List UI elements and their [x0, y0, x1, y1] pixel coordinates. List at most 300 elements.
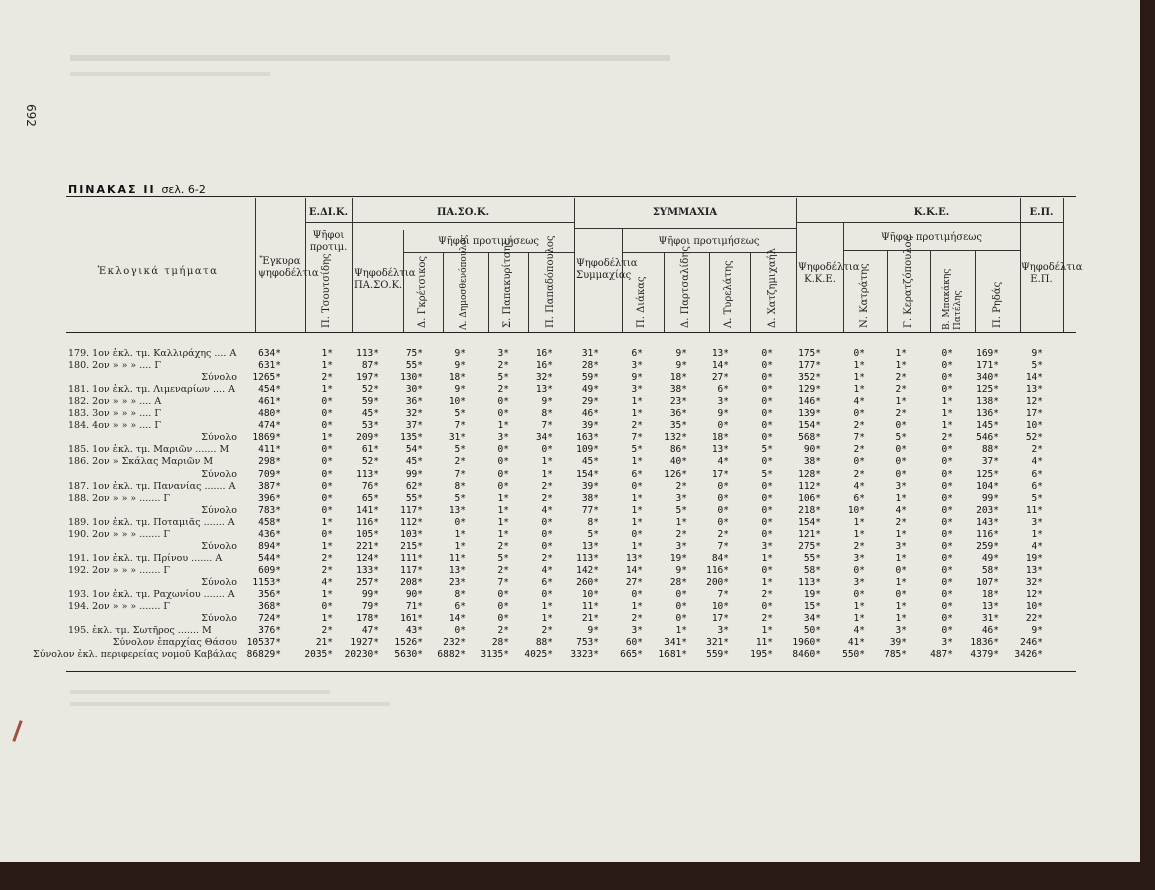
- table-cell: 88*: [535, 637, 553, 649]
- col-sep: [488, 252, 489, 332]
- header-edik-candidate: Π. Τσουτσίδης: [321, 253, 332, 328]
- header-ep-ballots: Ψηφοδέλτια Ε.Π.: [1021, 262, 1083, 285]
- header-kke-ballots: Ψηφοδέλτια Κ.Κ.Ε.: [798, 262, 860, 285]
- header-sym-candidate-3: Λ. Τυρελάτης: [723, 260, 734, 328]
- table-cell: 1*: [853, 516, 865, 528]
- table-cell: 130*: [400, 372, 423, 384]
- table-cell: 1*: [941, 408, 953, 420]
- table-cell: 99*: [405, 468, 423, 480]
- table-cell: 11*: [755, 637, 773, 649]
- table-cell: 138*: [976, 396, 999, 408]
- table-cell: 76*: [361, 480, 379, 492]
- table-cell: 133*: [356, 564, 379, 576]
- table-cell: 22*: [1025, 613, 1043, 625]
- table-cell: 1*: [631, 504, 643, 516]
- table-cell: 88*: [981, 444, 999, 456]
- col-sep: [528, 252, 529, 332]
- table-cell: 117*: [400, 504, 423, 516]
- table-cell: 3*: [497, 348, 509, 359]
- table-cell: 341*: [664, 637, 687, 649]
- table-cell: 4*: [895, 504, 907, 516]
- table-cell: 2*: [717, 528, 729, 540]
- table-cell: 0*: [761, 348, 773, 359]
- table-cell: 139*: [798, 408, 821, 420]
- table-cell: 142*: [576, 564, 599, 576]
- table-cell: 4*: [853, 625, 865, 637]
- table-cell: 1*: [895, 613, 907, 625]
- table-cell: 45*: [361, 408, 379, 420]
- table-cell: 5630*: [394, 649, 423, 661]
- table-cell: 0*: [761, 516, 773, 528]
- table-cell: 2*: [321, 552, 333, 564]
- table-cell: 0*: [541, 540, 553, 552]
- table-cell: 1*: [675, 625, 687, 637]
- table-cell: 109*: [576, 444, 599, 456]
- table-cell: 0*: [941, 504, 953, 516]
- table-cell: 6*: [541, 576, 553, 588]
- table-cell: 2*: [631, 613, 643, 625]
- table-cell: 609*: [258, 564, 281, 576]
- table-cell: 0*: [853, 589, 865, 600]
- table-cell: 1*: [941, 396, 953, 408]
- table-cell: 559*: [706, 649, 729, 661]
- table-cell: 5*: [761, 468, 773, 480]
- table-cell: 894*: [258, 540, 281, 552]
- table-cell: 1*: [321, 613, 333, 625]
- table-cell: 58*: [981, 564, 999, 576]
- table-cell: 19*: [803, 589, 821, 600]
- table-cell: 1265*: [252, 372, 281, 384]
- table-cell: 11*: [448, 552, 466, 564]
- table-cell: 5*: [1031, 492, 1043, 504]
- table-cell: 340*: [976, 372, 999, 384]
- table-cell: 38*: [669, 384, 687, 396]
- table-cell: 0*: [717, 492, 729, 504]
- table-cell: 21*: [581, 613, 599, 625]
- table-cell: 8460*: [792, 649, 821, 661]
- table-cell: 6*: [454, 601, 466, 613]
- table-cell: 126*: [664, 468, 687, 480]
- table-cell: 12*: [1025, 589, 1043, 600]
- table-cell: 0*: [941, 360, 953, 372]
- table-cell: 7*: [454, 468, 466, 480]
- table-cell: 2*: [541, 492, 553, 504]
- table-cell: 665*: [620, 649, 643, 661]
- table-cell: 6*: [631, 348, 643, 359]
- table-cell: 4*: [541, 564, 553, 576]
- table-cell: 2*: [321, 564, 333, 576]
- table-cell: 2*: [853, 420, 865, 432]
- table-cell: 2*: [761, 613, 773, 625]
- table-cell: 14*: [625, 564, 643, 576]
- table-cell: 1*: [761, 576, 773, 588]
- table-cell: 10*: [448, 396, 466, 408]
- table-cell: 4*: [1031, 456, 1043, 468]
- table-cell: 0*: [941, 540, 953, 552]
- table-cell: 34*: [535, 432, 553, 444]
- table-cell: 1*: [895, 576, 907, 588]
- table-cell: 178*: [356, 613, 379, 625]
- table-cell: 0*: [454, 516, 466, 528]
- table-cell: 3*: [895, 480, 907, 492]
- table-cell: 0*: [761, 456, 773, 468]
- table-cell: 1*: [895, 552, 907, 564]
- table-cell: 396*: [258, 492, 281, 504]
- group-sep: [305, 222, 574, 223]
- table-cell: 103*: [400, 528, 423, 540]
- table-cell: 43*: [405, 625, 423, 637]
- table-cell: 10*: [711, 601, 729, 613]
- table-cell: 27*: [711, 372, 729, 384]
- table-cell: 3*: [853, 552, 865, 564]
- col-sep: [930, 250, 931, 332]
- table-cell: 0*: [941, 564, 953, 576]
- table-cell: 0*: [941, 576, 953, 588]
- table-cell: 0*: [761, 528, 773, 540]
- ink-mark: [12, 720, 22, 742]
- table-cell: 2*: [761, 589, 773, 600]
- table-cell: 86829*: [246, 649, 281, 661]
- table-cell: 1*: [895, 528, 907, 540]
- table-cell: 0*: [941, 348, 953, 359]
- header-edik: Ε.ΔΙ.Κ.: [308, 207, 349, 218]
- table-cell: 55*: [803, 552, 821, 564]
- table-cell: 54*: [405, 444, 423, 456]
- table-cell: 1*: [853, 372, 865, 384]
- row-label: Σύνολον ἐπαρχίας Θάσου: [112, 637, 237, 649]
- table-cell: 20230*: [344, 649, 379, 661]
- table-cell: 454*: [258, 384, 281, 396]
- table-cell: 1*: [454, 528, 466, 540]
- table-cell: 121*: [798, 528, 821, 540]
- row-label: Σύνολο: [201, 372, 237, 384]
- table-cell: 38*: [803, 456, 821, 468]
- table-cell: 2*: [895, 372, 907, 384]
- table-cell: 0*: [761, 420, 773, 432]
- table-cell: 9*: [675, 360, 687, 372]
- table-cell: 175*: [798, 348, 821, 359]
- table-cell: 1153*: [252, 576, 281, 588]
- table-cell: 15*: [803, 601, 821, 613]
- page-number: 692: [24, 104, 38, 127]
- table-cell: 27*: [625, 576, 643, 588]
- table-cell: 125*: [976, 468, 999, 480]
- table-cell: 9*: [541, 396, 553, 408]
- table-cell: 53*: [361, 420, 379, 432]
- table-cell: 2*: [497, 564, 509, 576]
- row-label: 192. 2ον » » » ....... Γ: [68, 564, 170, 576]
- table-cell: 2035*: [304, 649, 333, 661]
- table-cell: 1*: [321, 589, 333, 600]
- table-cell: 3135*: [480, 649, 509, 661]
- table-cell: 4*: [853, 480, 865, 492]
- row-label: Σύνολο: [201, 613, 237, 625]
- table-cell: 0*: [761, 492, 773, 504]
- table-cell: 0*: [895, 456, 907, 468]
- table-cell: 13*: [448, 504, 466, 516]
- header-pasok-ballots: Ψηφοδέλτια ΠΑ.ΣΟ.Κ.: [354, 268, 416, 291]
- table-cell: 5*: [675, 504, 687, 516]
- table-cell: 135*: [400, 432, 423, 444]
- table-cell: 14*: [1025, 372, 1043, 384]
- table-cell: 2*: [853, 540, 865, 552]
- table-cell: 8*: [587, 516, 599, 528]
- table-cell: 246*: [1020, 637, 1043, 649]
- row-label: Σύνολο: [201, 468, 237, 480]
- header-bottom-rule: [66, 332, 1076, 333]
- table-cell: 8*: [541, 408, 553, 420]
- table-cell: 113*: [356, 468, 379, 480]
- table-cell: 3*: [631, 360, 643, 372]
- row-label: 181. 1ον ἐκλ. τμ. Λιμεναρίων .... Α: [68, 384, 235, 396]
- table-cell: 3*: [1031, 516, 1043, 528]
- table-cell: 232*: [443, 637, 466, 649]
- table-subtitle: σελ. 6-2: [161, 183, 206, 196]
- table-cell: 0*: [321, 396, 333, 408]
- table-cell: 0*: [895, 468, 907, 480]
- table-cell: 6*: [717, 384, 729, 396]
- table-cell: 99*: [981, 492, 999, 504]
- table-cell: 0*: [631, 589, 643, 600]
- table-cell: 203*: [976, 504, 999, 516]
- table-cell: 117*: [400, 564, 423, 576]
- table-bottom-rule: [66, 671, 1076, 672]
- table-cell: 2*: [321, 372, 333, 384]
- table-cell: 458*: [258, 516, 281, 528]
- table-cell: 21*: [315, 637, 333, 649]
- table-cell: 1927*: [350, 637, 379, 649]
- top-rule: [66, 196, 1076, 197]
- table-cell: 1*: [895, 601, 907, 613]
- table-cell: 1960*: [792, 637, 821, 649]
- table-cell: 208*: [400, 576, 423, 588]
- table-cell: 36*: [405, 396, 423, 408]
- table-cell: 19*: [1025, 552, 1043, 564]
- table-cell: 4379*: [970, 649, 999, 661]
- table-cell: 368*: [258, 601, 281, 613]
- table-cell: 16*: [535, 348, 553, 359]
- col-sep: [887, 250, 888, 332]
- table-cell: 0*: [497, 589, 509, 600]
- table-cell: 3*: [631, 625, 643, 637]
- table-cell: 200*: [706, 576, 729, 588]
- col-sep: [750, 252, 751, 332]
- table-cell: 0*: [497, 408, 509, 420]
- table-cell: 9*: [675, 348, 687, 359]
- table-cell: 79*: [361, 601, 379, 613]
- table-cell: 0*: [497, 601, 509, 613]
- row-label: 183. 3ον » » » .... Γ: [68, 408, 161, 420]
- table-cell: 0*: [631, 528, 643, 540]
- table-cell: 0*: [941, 613, 953, 625]
- table-cell: 0*: [853, 348, 865, 359]
- table-cell: 1*: [675, 516, 687, 528]
- table-cell: 3*: [895, 540, 907, 552]
- table-cell: 19*: [669, 552, 687, 564]
- col-sep: [796, 198, 797, 332]
- table-cell: 0*: [761, 504, 773, 516]
- row-label: 195. ἐκλ. τμ. Σωτῆρος ....... Μ: [68, 625, 212, 637]
- table-cell: 154*: [798, 516, 821, 528]
- table-cell: 13*: [981, 601, 999, 613]
- table-cell: 1*: [631, 516, 643, 528]
- table-cell: 6*: [631, 468, 643, 480]
- table-cell: 0*: [717, 420, 729, 432]
- bleed-through-text: [70, 55, 670, 71]
- table-cell: 39*: [581, 480, 599, 492]
- table-cell: 0*: [321, 444, 333, 456]
- table-cell: 5*: [497, 372, 509, 384]
- table-cell: 8*: [454, 480, 466, 492]
- table-cell: 2*: [895, 516, 907, 528]
- table-cell: 2*: [497, 384, 509, 396]
- table-cell: 0*: [761, 360, 773, 372]
- table-cell: 9*: [1031, 348, 1043, 359]
- table-cell: 0*: [675, 613, 687, 625]
- table-cell: 124*: [356, 552, 379, 564]
- table-cell: 10*: [1025, 420, 1043, 432]
- table-cell: 1*: [895, 360, 907, 372]
- table-cell: 13*: [711, 444, 729, 456]
- table-cell: 783*: [258, 504, 281, 516]
- table-cell: 4*: [717, 456, 729, 468]
- table-cell: 5*: [454, 444, 466, 456]
- table-cell: 275*: [798, 540, 821, 552]
- table-cell: 12*: [1025, 396, 1043, 408]
- table-cell: 2*: [497, 360, 509, 372]
- table-cell: 30*: [405, 384, 423, 396]
- table-cell: 1*: [895, 396, 907, 408]
- row-label: 185. 1ον ἐκλ. τμ. Μαριῶν ....... Μ: [68, 444, 230, 456]
- table-cell: 0*: [497, 468, 509, 480]
- table-cell: 60*: [625, 637, 643, 649]
- table-cell: 32*: [535, 372, 553, 384]
- table-cell: 411*: [258, 444, 281, 456]
- row-label: Σύνολο: [201, 576, 237, 588]
- table-cell: 145*: [976, 420, 999, 432]
- table-cell: 4025*: [524, 649, 553, 661]
- group-sep: [843, 250, 1020, 251]
- table-cell: 0*: [761, 480, 773, 492]
- table-cell: 0*: [895, 444, 907, 456]
- table-cell: 13*: [1025, 384, 1043, 396]
- table-cell: 2*: [1031, 444, 1043, 456]
- table-cell: 1*: [321, 360, 333, 372]
- table-cell: 0*: [497, 444, 509, 456]
- table-cell: 154*: [576, 468, 599, 480]
- table-cell: 6*: [1031, 468, 1043, 480]
- table-cell: 1*: [853, 384, 865, 396]
- table-cell: 0*: [853, 564, 865, 576]
- table-cell: 0*: [941, 528, 953, 540]
- table-cell: 0*: [321, 601, 333, 613]
- table-cell: 112*: [400, 516, 423, 528]
- table-cell: 1681*: [658, 649, 687, 661]
- table-cell: 38*: [581, 492, 599, 504]
- table-cell: 11*: [581, 601, 599, 613]
- table-cell: 1*: [541, 601, 553, 613]
- table-cell: 116*: [356, 516, 379, 528]
- table-cell: 0*: [321, 456, 333, 468]
- table-cell: 461*: [258, 396, 281, 408]
- table-cell: 0*: [541, 516, 553, 528]
- table-cell: 2*: [541, 625, 553, 637]
- table-cell: 0*: [853, 408, 865, 420]
- table-cell: 37*: [405, 420, 423, 432]
- header-pasok: ΠΑ.ΣΟ.Κ.: [436, 207, 490, 218]
- table-cell: 163*: [576, 432, 599, 444]
- table-cell: 18*: [669, 372, 687, 384]
- table-cell: 45*: [581, 456, 599, 468]
- table-cell: 46*: [581, 408, 599, 420]
- table-cell: 17*: [1025, 408, 1043, 420]
- table-cell: 18*: [711, 432, 729, 444]
- table-cell: 7*: [853, 432, 865, 444]
- table-cell: 0*: [321, 492, 333, 504]
- table-cell: 113*: [576, 552, 599, 564]
- table-cell: 2*: [454, 456, 466, 468]
- table-cell: 260*: [576, 576, 599, 588]
- header-sym-candidate-1: Π. Διάκας: [636, 276, 647, 328]
- row-label: 184. 4ον » » » .... Γ: [68, 420, 161, 432]
- table-cell: 55*: [405, 492, 423, 504]
- table-cell: 41*: [847, 637, 865, 649]
- table-title-main: ΠΙΝΑΚΑΣ ΙΙ: [68, 183, 156, 196]
- table-cell: 99*: [361, 589, 379, 600]
- table-cell: 0*: [895, 564, 907, 576]
- table-cell: 10*: [581, 589, 599, 600]
- table-cell: 0*: [761, 372, 773, 384]
- table-cell: 13*: [711, 348, 729, 359]
- table-cell: 39*: [889, 637, 907, 649]
- table-cell: 2*: [675, 528, 687, 540]
- table-cell: 10*: [1025, 601, 1043, 613]
- header-pasok-candidate-3: Σ. Παπακυρίτσης: [502, 239, 513, 328]
- table-cell: 0*: [761, 408, 773, 420]
- table-cell: 634*: [258, 348, 281, 359]
- col-sep: [664, 252, 665, 332]
- table-cell: 132*: [664, 432, 687, 444]
- table-cell: 13*: [1025, 564, 1043, 576]
- table-cell: 0*: [761, 396, 773, 408]
- table-cell: 2*: [541, 480, 553, 492]
- header-kke: Κ.Κ.Ε.: [913, 207, 950, 218]
- table-cell: 0*: [761, 384, 773, 396]
- table-cell: 0*: [675, 601, 687, 613]
- table-cell: 2*: [853, 468, 865, 480]
- table-cell: 59*: [581, 372, 599, 384]
- table-cell: 1*: [497, 516, 509, 528]
- table-cell: 7*: [454, 420, 466, 432]
- table-cell: 1*: [321, 540, 333, 552]
- table-cell: 1*: [321, 384, 333, 396]
- table-cell: 111*: [400, 552, 423, 564]
- table-cell: 16*: [535, 360, 553, 372]
- table-cell: 352*: [798, 372, 821, 384]
- table-cell: 35*: [669, 420, 687, 432]
- table-cell: 5*: [1031, 360, 1043, 372]
- table-cell: 218*: [798, 504, 821, 516]
- table-cell: 161*: [400, 613, 423, 625]
- table-cell: 259*: [976, 540, 999, 552]
- table-cell: 9*: [1031, 625, 1043, 637]
- table-cell: 13*: [581, 540, 599, 552]
- table-cell: 37*: [981, 456, 999, 468]
- table-cell: 321*: [706, 637, 729, 649]
- table-cell: 113*: [356, 348, 379, 359]
- table-cell: 23*: [669, 396, 687, 408]
- table-cell: 3*: [675, 540, 687, 552]
